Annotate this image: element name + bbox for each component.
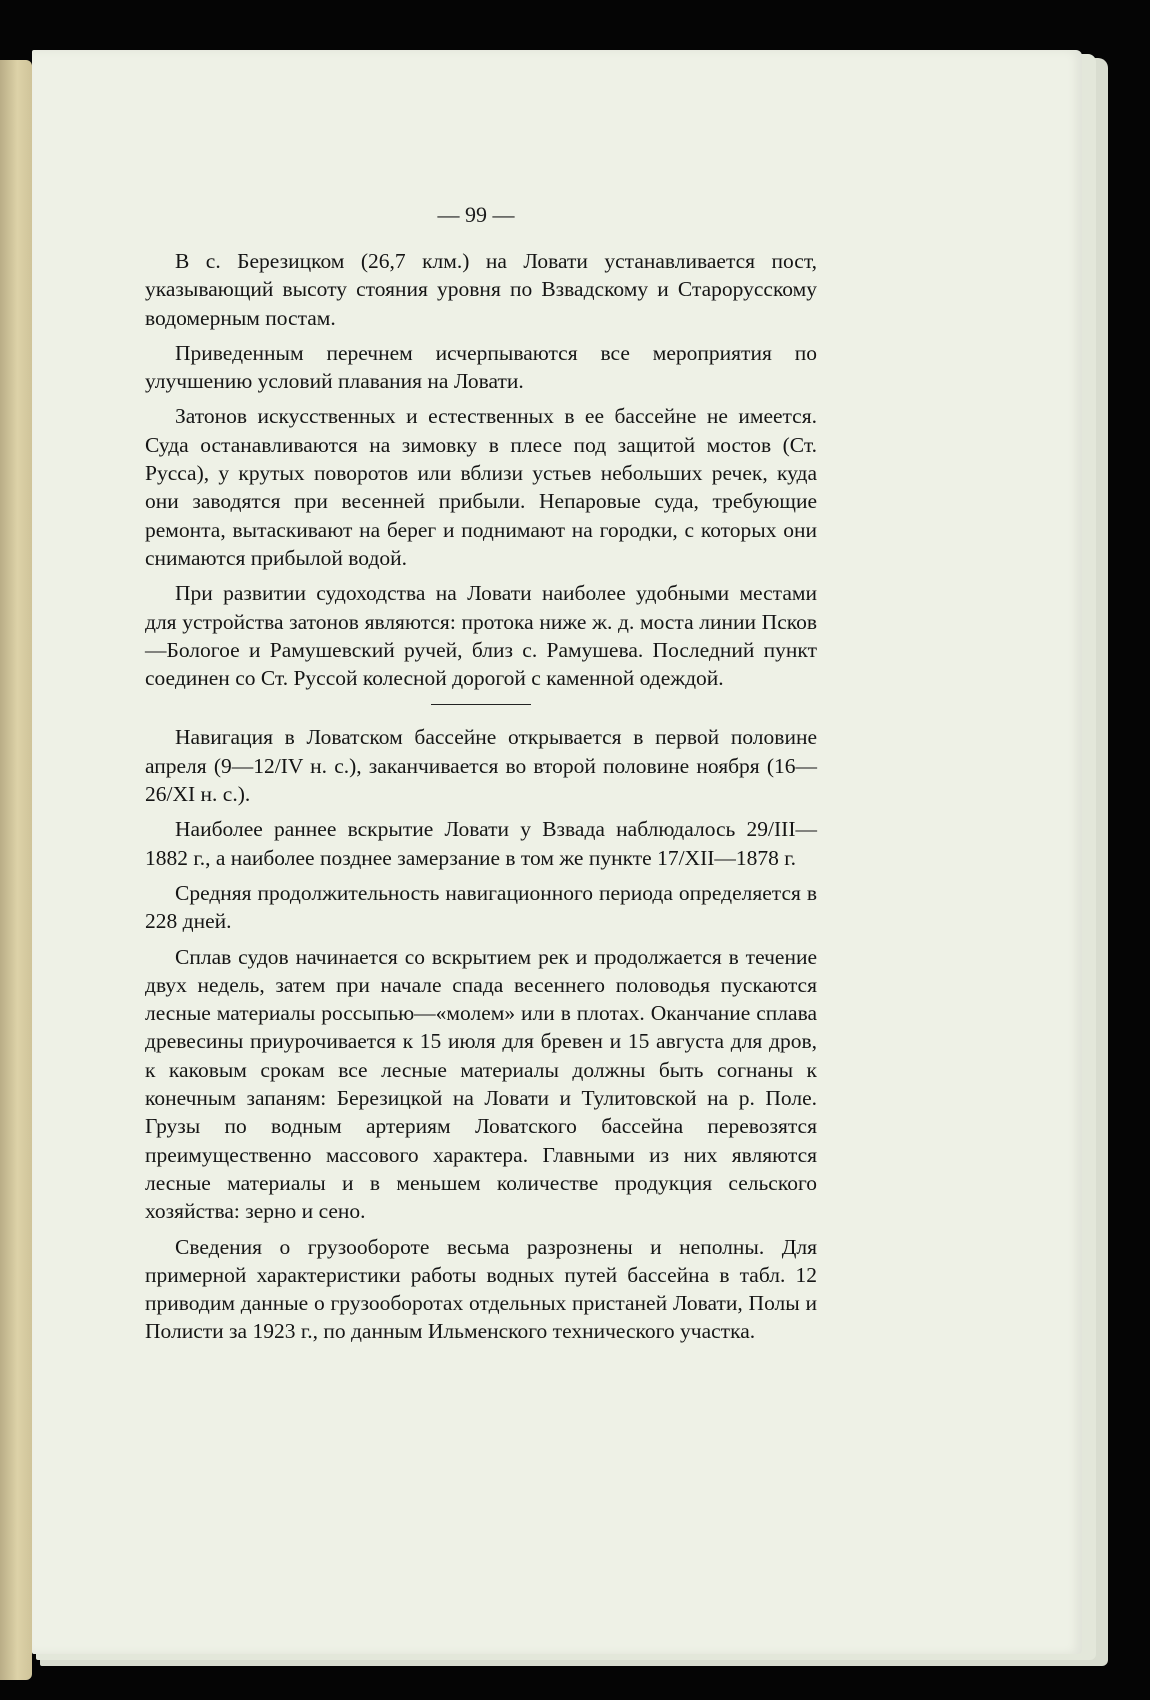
paragraph: В с. Березицком (26,7 клм.) на Ловати устанавливается пост, указывающий высоту стояния уровня по Взвадскому и Старорусскому водомерным постам. bbox=[145, 249, 817, 330]
paragraph: Навигация в Ловатском бассейне открывается в первой половине апреля (9—12/IV н. с.), заканчивается во второй половине ноября (16—26/XI н. с.). bbox=[145, 725, 817, 807]
paragraph: Сведения о грузообороте весьма разрознены и неполны. Для примерной характеристики работы водных путей бассейна в табл. 12 приводим данные о грузооборотах отдельных пристаней Ловати, Полы и Полисти за 1923 г., по данным Ильменского технического участка. bbox=[145, 1234, 817, 1344]
paragraph: При развитии судоходства на Ловати наиболее удобными местами для устройства затонов являются: протока ниже ж. д. моста линии Псков—Бологое и Рамушевский ручей, близ с. Рамушева. Последний пункт соединен со Ст. Руссой колесной дорогой с каменной одеждой. bbox=[145, 581, 817, 691]
paragraph: Сплав судов начинается со вскрытием рек и продолжается в течение двух недель, затем при начале спада весеннего половодья пускаются лесные материалы россыпью—«молем» или в плотах. Оканчание сплава древесины приурочивается к 15 июля для бревен и 15 августа для дров, к каковым срокам все лесные материалы должны быть согнаны к конечным запаням: Березицкой на Ловати и Тулитовской на р. Поле. Грузы по водным артериям Ловатского бассейна перевозятся преимущественно массового характера. Главными из них являются лесные материалы и в меньшем количестве продукция сельского хозяйства: зерно и сено. bbox=[145, 944, 817, 1224]
page-number: — 99 — bbox=[437, 202, 515, 227]
paragraph: Наиболее раннее вскрытие Ловати у Взвада наблюдалось 29/III—1882 г., а наиболее позднее замерзание в том же пункте 17/XII—1878 г. bbox=[145, 817, 817, 870]
section-divider bbox=[431, 704, 531, 705]
paragraph: Затонов искусственных и естественных в ее бассейне не имеется. Суда останавливаются на зимовку в плесе под защитой мостов (Ст. Русса), у крутых поворотов или вблизи устьев небольших речек, куда они заводятся при весенней прибыли. Непаровые суда, требующие ремонта, вытаскивают на берег и поднимают на городки, с которых они снимаются прибылой водой. bbox=[145, 404, 817, 570]
paragraph: Приведенным перечнем исчерпываются все мероприятия по улучшению условий плавания на Ловати. bbox=[145, 340, 817, 394]
previous-page-edge bbox=[0, 60, 32, 1680]
page-body bbox=[145, 247, 817, 1353]
paragraph: Средняя продолжительность навигационного периода определяется в 228 дней. bbox=[145, 880, 817, 934]
